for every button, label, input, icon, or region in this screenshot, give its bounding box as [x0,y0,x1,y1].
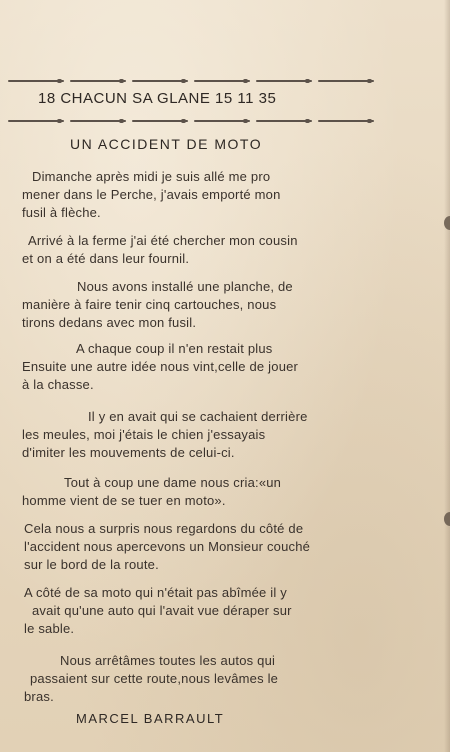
paragraph-line: fusil à flèche. [22,205,101,220]
paragraph-line: bras. [24,689,54,704]
paragraph-line: Tout à coup une dame nous cria:«un [64,475,282,490]
paragraph-line: tirons dedans avec mon fusil. [22,315,197,330]
paragraph-line: avait qu'une auto qui l'avait vue déraper sur [32,603,292,618]
paragraph-line: homme vient de se tuer en moto». [22,493,226,508]
paragraph-line: Nous avons installé une planche, de [77,279,293,294]
paragraph-line: Il y en avait qui se cachaient derrière [88,409,308,424]
paragraph-4 [22,340,298,394]
paragraph-line: l'accident nous apercevons un Monsieur couché [24,539,311,554]
paragraph-line: sur le bord de la route. [24,557,159,572]
header-line: 18 CHACUN SA GLANE 15 11 35 [38,90,277,107]
paragraph-line: Dimanche après midi je suis allé me pro [32,169,271,184]
paragraph-1 [22,168,281,222]
decorative-rule-top [8,78,374,84]
paragraph-line: d'imiter les mouvements de celui-ci. [22,445,235,460]
author-signature: MARCEL BARRAULT [76,711,225,726]
paragraph-line: Arrivé à la ferme j'ai été chercher mon cousin [28,233,298,248]
paragraph-2 [22,232,298,268]
paragraph-8 [24,584,292,638]
paragraph-line: manière à faire tenir cinq cartouches, nous [22,297,277,312]
paragraph-5 [22,408,308,462]
paragraph-line: et on a été dans leur fournil. [22,251,190,266]
paragraph-3 [22,278,293,332]
paragraph-line: A côté de sa moto qui n'était pas abîmée il y [24,585,287,600]
article-title: UN ACCIDENT DE MOTO [70,136,263,152]
paragraph-7 [24,520,310,574]
paragraph-line: à la chasse. [22,377,94,392]
paragraph-line: le sable. [24,621,75,636]
paragraph-line: passaient sur cette route,nous levâmes le [30,671,279,686]
paragraph-line: Cela nous a surpris nous regardons du côté de [24,521,304,536]
paragraph-line: les meules, moi j'étais le chien j'essayais [22,427,266,442]
decorative-rule-bottom [8,118,374,124]
page-edge-shadow [444,0,450,752]
paragraph-line: mener dans le Perche, j'avais emporté mon [22,187,281,202]
paragraph-6 [22,474,281,510]
paragraph-line: A chaque coup il n'en restait plus [76,341,273,356]
paragraph-line: Ensuite une autre idée nous vint,celle de jouer [22,359,299,374]
paragraph-line: Nous arrêtâmes toutes les autos qui [60,653,276,668]
paragraph-9 [24,652,278,706]
